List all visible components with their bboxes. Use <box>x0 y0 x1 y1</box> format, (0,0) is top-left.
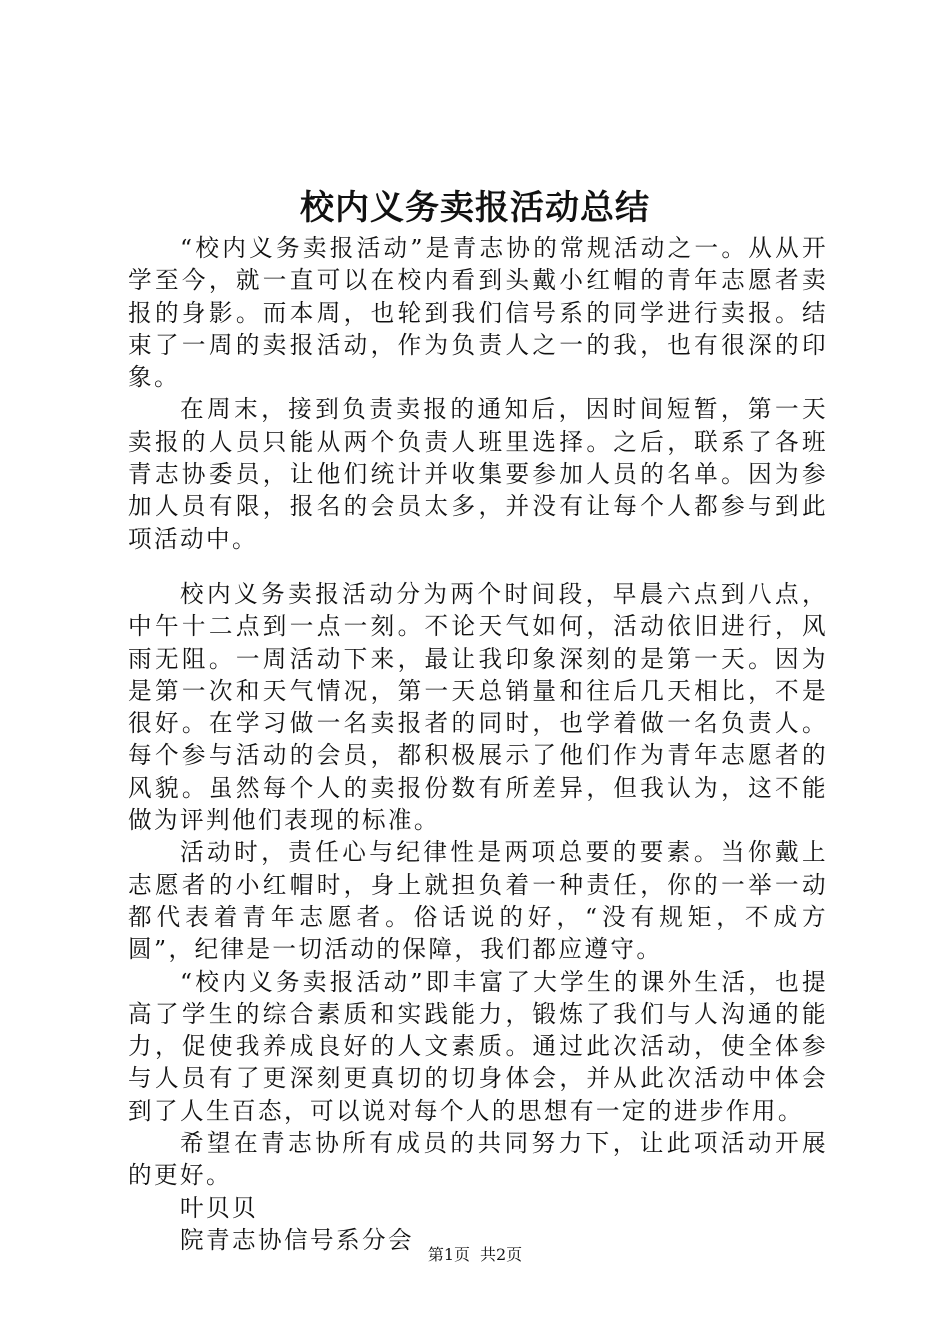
paragraph-2: 在周末，接到负责卖报的通知后，因时间短暂，第一天卖报的人员只能从两个负责人班里选择。之后，联系了各班青志协委员，让他们统计并收集要参加人员的名单。因为参加人员有限，报名的会员太多，并没有让每个人都参与到此项活动中。 <box>128 395 828 553</box>
signature-organization: 院青志协信号系分会 <box>180 1225 414 1254</box>
paragraph-4: 活动时，责任心与纪律性是两项总要的要素。当你戴上志愿者的小红帽时，身上就担负着一种责任，你的一举一动都代表着青年志愿者。俗话说的好，“没有规矩，不成方圆”，纪律是一切活动的保障，我们都应遵守。 <box>128 838 828 964</box>
paragraph-3: 校内义务卖报活动分为两个时间段，早晨六点到八点，中午十二点到一点一刻。不论天气如何，活动依旧进行，风雨无阻。一周活动下来，最让我印象深刻的是第一天。因为是第一次和天气情况，第一天总销量和往后几天相比，不是很好。在学习做一名卖报者的同时，也学着做一名负责人。每个参与活动的会员，都积极展示了他们作为青年志愿者的风貌。虽然每个人的卖报份数有所差异，但我认为，这不能做为评判他们表现的标准。 <box>128 579 828 835</box>
document-body <box>128 232 828 1256</box>
page-footer <box>0 1244 950 1266</box>
document-title: 校内义务卖报活动总结 <box>300 188 650 228</box>
signature-name: 叶贝贝 <box>180 1193 258 1222</box>
page-number: 第1页 <box>427 1245 470 1264</box>
paragraph-1: “校内义务卖报活动”是青志协的常规活动之一。从从开学至今，就一直可以在校内看到头戴小红帽的青年志愿者卖报的身影。而本周，也轮到我们信号系的同学进行卖报。结束了一周的卖报活动，作为负责人之一的我，也有很深的印象。 <box>128 234 828 392</box>
paragraph-6: 希望在青志协所有成员的共同努力下，让此项活动开展的更好。 <box>128 1129 828 1190</box>
page-total: 共2页 <box>480 1245 523 1264</box>
paragraph-5: “校内义务卖报活动”即丰富了大学生的课外生活，也提高了学生的综合素质和实践能力，锻炼了我们与人沟通的能力，促使我养成良好的人文素质。通过此次活动，使全体参与人员有了更深刻更真切的切身体会，并从此次活动中体会到了人生百态，可以说对每个人的思想有一定的进步作用。 <box>128 967 828 1125</box>
